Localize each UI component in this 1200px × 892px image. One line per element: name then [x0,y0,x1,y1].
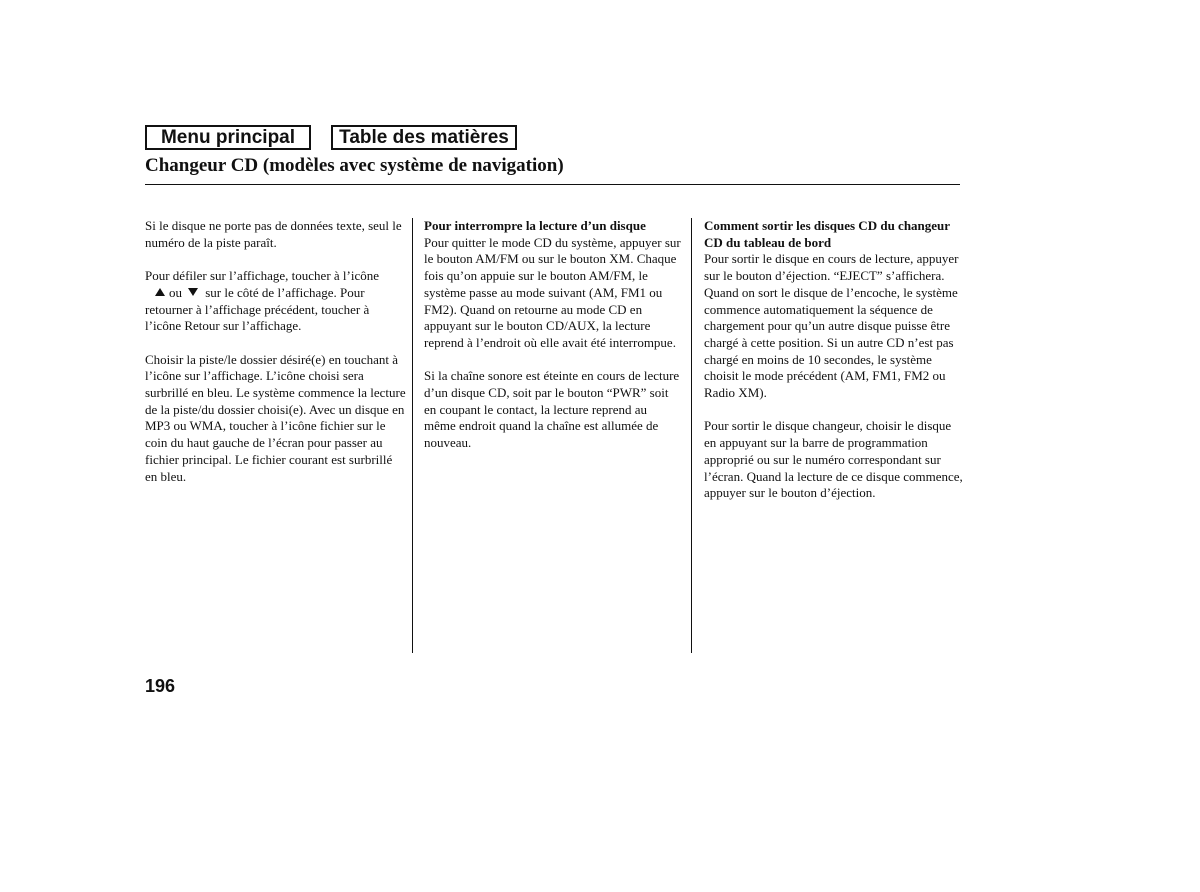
section-stop-playback [424,218,682,352]
paragraph-eject-changer-disc: Pour sortir le disque changeur, choisir le disque en appuyant sur la barre de programmation approprié ou sur le numéro correspondant sur l’écran. Quand la lecture de ce disque commence, appuyer sur le bouton d’éjection. [704,418,963,501]
page-number: 196 [145,676,176,696]
title-divider [145,184,960,185]
arrow-down-icon [188,288,198,296]
main-menu-button[interactable]: Menu principal [145,125,311,150]
paragraph-scroll-display [145,268,407,335]
paragraph-select-track: Choisir la piste/le dossier désiré(e) en touchant à l’icône sur l’affichage. L’icône choisi sera surbrillé en bleu. Le système commence la lecture de la piste/du dossier choisi(e). Avec un disque en MP3 ou WMA, toucher à l’icône fichier sur le coin du haut gauche de l’écran pour passer au fichier principal. Le fichier courant est surbrillé en bleu. [145,351,406,484]
section-eject-discs [704,218,966,402]
column-right [704,218,966,519]
page-title: Changeur CD (modèles avec système de navigation) [145,155,564,176]
paragraph-power-off-resume: Si la chaîne sonore est éteinte en cours de lecture d’un disque CD, soit par le bouton “PWR” soit en coupant le contact, la lecture reprend au même endroit quand la chaîne est allumée de nouveau. [424,368,680,451]
table-of-contents-button[interactable]: Table des matières [331,125,517,150]
paragraph-eject-current-disc: Pour sortir le disque en cours de lecture, appuyer sur le bouton d’éjection. “EJECT” s’affichera. Quand on sort le disque de l’encoche, le système commence automatiquement la séquence de chargement pour qu’un autre disque puisse être chargé à cette position. Si un autre CD n’est pas chargé en moins de 10 secondes, le système choisit le mode précédent (AM, FM1, FM2 ou Radio XM). [704,251,959,401]
column-divider-2 [691,218,692,653]
arrow-up-icon [155,288,165,296]
column-middle [424,218,682,469]
paragraph-quit-cd-mode: Pour quitter le mode CD du système, appuyer sur le bouton AM/FM ou sur le bouton XM. Chaque fois qu’on appuie sur le bouton AM/FM, le système passe au mode suivant (AM, FM1 ou FM2). Quand on retourne au mode CD en appuyant sur le bouton CD/AUX, la lecture reprend à l’endroit où elle avait été interrompue. [424,234,681,350]
column-divider-1 [412,218,413,653]
section-heading-eject-discs: Comment sortir les disques CD du changeur CD du tableau de bord [704,218,950,250]
paragraph-no-text-data: Si le disque ne porte pas de données texte, seul le numéro de la piste paraît. [145,218,402,250]
scroll-text-end: sur le côté de l’affichage. Pour retourner à l’affichage précédent, toucher à l’icône Retour sur l’affichage. [145,284,370,334]
section-heading-stop-playback: Pour interrompre la lecture d’un disque [424,218,646,233]
or-text: ou [169,284,182,300]
column-left [145,218,407,502]
scroll-text-start: Pour défiler sur l’affichage, toucher à l’icône [145,268,380,284]
